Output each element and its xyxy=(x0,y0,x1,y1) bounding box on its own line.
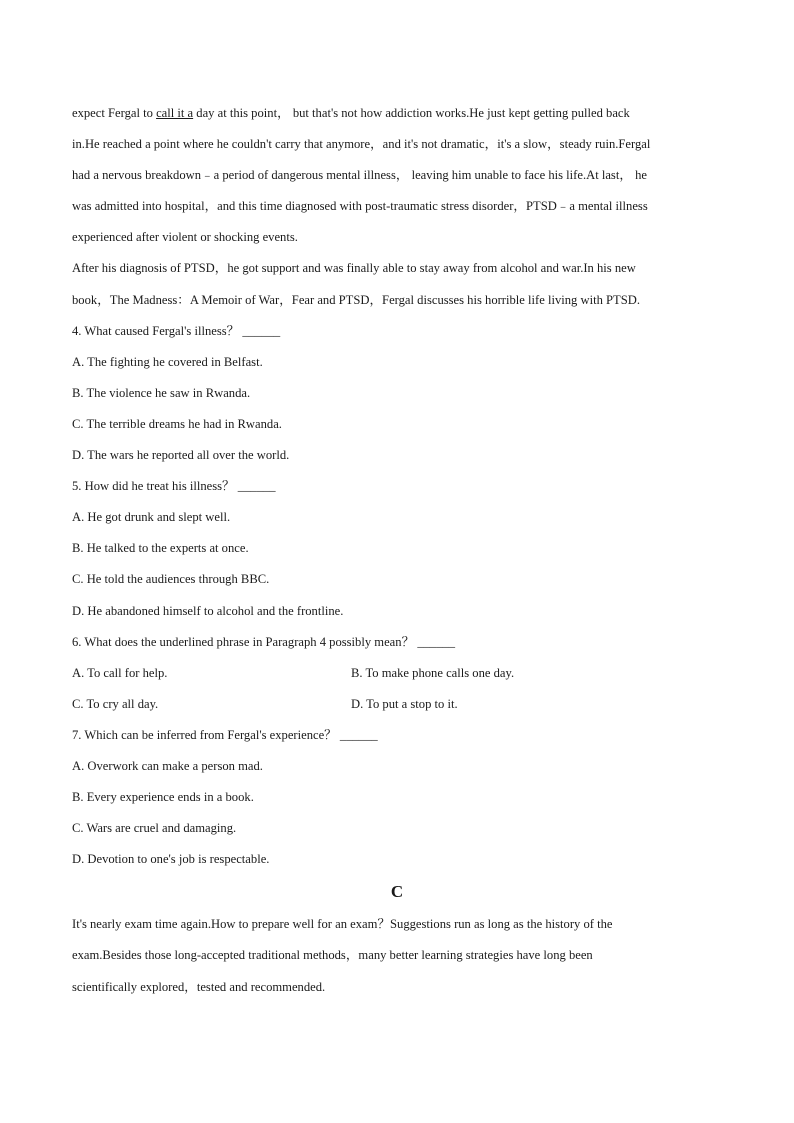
passage-line: in.He reached a point where he couldn't carry that anymore，and it's not dramatic，it's a slow，steady ruin.Fergal xyxy=(72,137,651,152)
question-option: C. The terrible dreams he had in Rwanda. xyxy=(72,416,282,431)
question-option: B. He talked to the experts at once. xyxy=(72,541,249,556)
question-option: D. To put a stop to it. xyxy=(351,696,458,711)
question-option: A. To call for help. xyxy=(72,665,168,680)
question-option: C. To cry all day. xyxy=(72,696,159,711)
document-page xyxy=(72,98,722,1003)
question-option: D. Devotion to one's job is respectable. xyxy=(72,852,270,867)
question-stem: 6. What does the underlined phrase in Paragraph 4 possibly mean？ ______ xyxy=(72,634,456,649)
question-stem: 4. What caused Fergal's illness？ ______ xyxy=(72,323,281,338)
question-option: A. The fighting he covered in Belfast. xyxy=(72,354,263,369)
question-option: A. He got drunk and slept well. xyxy=(72,510,231,525)
question-option: C. He told the audiences through BBC. xyxy=(72,572,270,587)
option-row xyxy=(72,658,722,689)
underlined-phrase: call it a xyxy=(156,106,194,120)
question-option: B. To make phone calls one day. xyxy=(351,665,515,680)
passage-line: expect Fergal to call it a day at this point， but that's not how addiction works.He just kept getting pulled back xyxy=(72,106,630,120)
passage-line: experienced after violent or shocking events. xyxy=(72,230,298,245)
question-option: A. Overwork can make a person mad. xyxy=(72,758,263,773)
passage-line: book，The Madness：A Memoir of War，Fear and PTSD，Fergal discusses his horrible life living with PTSD. xyxy=(72,292,640,307)
question-option: D. He abandoned himself to alcohol and the frontline. xyxy=(72,603,344,618)
passage-line: exam.Besides those long-accepted traditional methods，many better learning strategies have long been xyxy=(72,948,593,963)
question-option: C. Wars are cruel and damaging. xyxy=(72,821,237,836)
question-stem: 5. How did he treat his illness？ ______ xyxy=(72,479,276,494)
section-heading: C xyxy=(390,882,404,902)
option-row xyxy=(72,689,722,720)
passage-line: After his diagnosis of PTSD，he got support and was finally able to stay away from alcohol and war.In his new xyxy=(72,261,636,276)
passage-line: was admitted into hospital，and this time diagnosed with post-traumatic stress disorder，PTSD﹣a mental illness xyxy=(72,199,648,214)
question-option: B. The violence he saw in Rwanda. xyxy=(72,385,251,400)
question-stem: 7. Which can be inferred from Fergal's experience？ ______ xyxy=(72,727,378,742)
passage-line: had a nervous breakdown﹣a period of dangerous mental illness， leaving him unable to face his life.At last， he xyxy=(72,168,647,183)
passage-line: It's nearly exam time again.How to prepare well for an exam？Suggestions run as long as the history of the xyxy=(72,917,613,932)
question-option: B. Every experience ends in a book. xyxy=(72,790,254,805)
passage-line: scientifically explored，tested and recommended. xyxy=(72,979,326,994)
question-option: D. The wars he reported all over the world. xyxy=(72,448,290,463)
